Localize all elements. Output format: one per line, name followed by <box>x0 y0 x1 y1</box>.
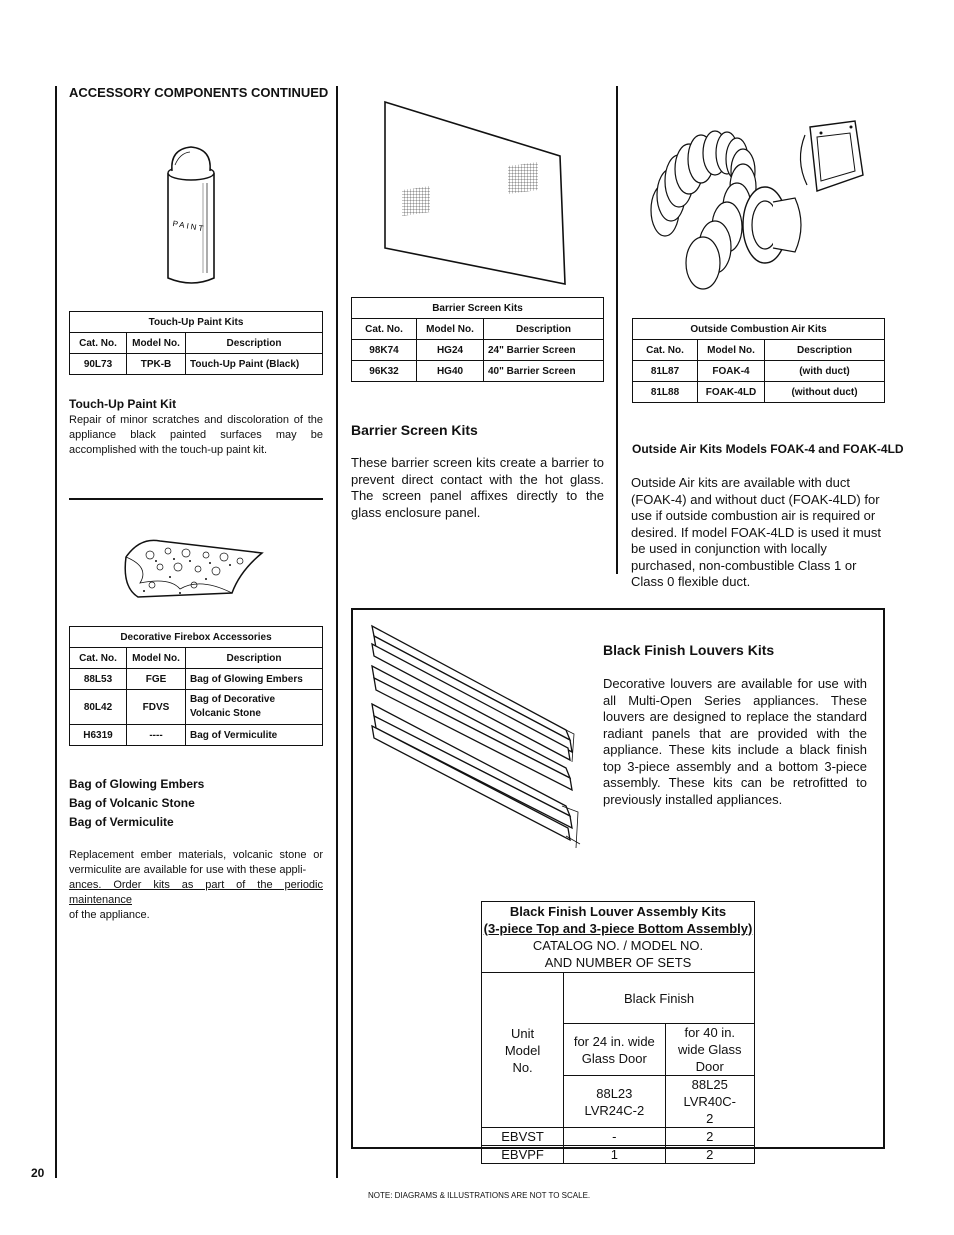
table-cell: 81L88 <box>633 382 698 403</box>
table-row <box>70 669 323 690</box>
barrier-screen-illustration <box>380 98 570 288</box>
louvers-title: Black Finish Louvers Kits <box>603 642 775 658</box>
col-40-codes: 88L25 LVR40C-2 <box>665 1076 755 1128</box>
table-title: Barrier Screen Kits <box>352 298 604 319</box>
table-header: Model No. <box>417 319 484 340</box>
ember-bag-illustration <box>120 527 266 605</box>
louver-table-header <box>482 902 755 973</box>
table-cell: 90L73 <box>70 354 127 375</box>
barrier-text: These barrier screen kits create a barrier to prevent direct contact with the hot glass. The screen panel affixes directly to the glass enclosure panel. <box>351 455 604 520</box>
bag-title-embers: Bag of Glowing Embers <box>69 777 205 791</box>
table-cell: 80L42 <box>70 690 127 725</box>
table-cell: 2 <box>665 1146 755 1164</box>
table-cell: 1 <box>564 1146 665 1164</box>
footer-note: NOTE: DIAGRAMS & ILLUSTRATIONS ARE NOT TO SCALE. <box>368 1191 591 1200</box>
table-row <box>70 354 323 375</box>
table-header: Model No. <box>698 340 765 361</box>
paint-can-illustration <box>160 143 220 291</box>
touchup-paint-table <box>69 311 323 375</box>
table-cell: HG24 <box>417 340 484 361</box>
table-cell: 96K32 <box>352 361 417 382</box>
table-header: Description <box>484 319 604 340</box>
table-cell: 81L87 <box>633 361 698 382</box>
outside-air-kit-illustration <box>645 115 870 295</box>
table-row <box>482 1146 755 1164</box>
col-24-codes: 88L23 LVR24C-2 <box>564 1076 665 1128</box>
louver-table-catalog: CATALOG NO. / MODEL NO. <box>532 938 704 953</box>
table-cell: FDVS <box>127 690 186 725</box>
bag-text-line-b: ances. Order kits as part of the periodic maintenance <box>69 879 323 906</box>
section-heading: ACCESSORY COMPONENTS CONTINUED <box>69 85 329 100</box>
table-header: Cat. No. <box>70 333 127 354</box>
table-cell: 88L53 <box>70 669 127 690</box>
table-cell: EBVPF <box>482 1146 564 1164</box>
table-cell: Touch-Up Paint (Black) <box>186 354 323 375</box>
louver-assembly-illustration <box>366 622 588 854</box>
unit-model-header: Unit Model No. <box>482 973 564 1128</box>
barrier-title: Barrier Screen Kits <box>351 422 478 438</box>
table-header: Model No. <box>127 648 186 669</box>
touchup-title: Touch-Up Paint Kit <box>69 397 177 411</box>
table-cell: Bag of Decorative Volcanic Stone <box>186 690 323 725</box>
bag-title-vermiculite: Bag of Vermiculite <box>69 815 174 829</box>
bag-text <box>69 848 323 923</box>
table-header: Cat. No. <box>70 648 127 669</box>
table-cell: 2 <box>665 1128 755 1146</box>
barrier-screen-table <box>351 297 604 382</box>
table-cell: (with duct) <box>765 361 885 382</box>
table-row <box>633 361 885 382</box>
table-cell: FOAK-4 <box>698 361 765 382</box>
table-header: Description <box>186 648 323 669</box>
table-cell: (without duct) <box>765 382 885 403</box>
section-divider <box>69 498 323 500</box>
air-text: Outside Air kits are available with duct (FOAK-4) and without duct (FOAK-4LD) for use if outside combustion air is required or desired. If model FOAK-4LD is used it must be used in conjunction with locally purchased, non-combustible Class 1 or Class 0 flexible duct. <box>631 475 881 589</box>
table-cell: 24" Barrier Screen <box>484 340 604 361</box>
table-row <box>70 690 323 725</box>
bag-text-line-c: of the appliance. <box>69 909 150 921</box>
table-cell: FGE <box>127 669 186 690</box>
table-cell: TPK-B <box>127 354 186 375</box>
touchup-text: Repair of minor scratches and discoloration of the appliance black painted surfaces may be accomplished with the touch-up paint kit. <box>69 414 323 456</box>
table-title: Outside Combustion Air Kits <box>633 319 885 340</box>
left-margin-rule <box>55 86 57 1178</box>
table-row <box>70 725 323 746</box>
column-rule-2 <box>616 86 618 574</box>
louvers-text: Decorative louvers are available for use with all Multi-Open Series appliances. These louvers are designed to replace the standard radiant panels that are provided with the appliance. These kits include a black finish top 3-piece assembly and a bottom 3-piece assembly. These kits can be retrofitted to previously installed appliances. <box>603 676 867 807</box>
louver-assembly-table <box>481 901 755 1164</box>
table-cell: H6319 <box>70 725 127 746</box>
table-cell: - <box>564 1128 665 1146</box>
table-cell: HG40 <box>417 361 484 382</box>
air-title: Outside Air Kits Models FOAK-4 and FOAK-4LD <box>632 442 904 456</box>
table-title: Decorative Firebox Accessories <box>70 627 323 648</box>
table-header: Cat. No. <box>352 319 417 340</box>
table-cell: FOAK-4LD <box>698 382 765 403</box>
page-number: 20 <box>31 1166 45 1180</box>
table-cell: 40" Barrier Screen <box>484 361 604 382</box>
louver-table-title: Black Finish Louver Assembly Kits <box>509 904 727 919</box>
table-row <box>352 361 604 382</box>
table-header: Description <box>186 333 323 354</box>
bag-text-line-a: Replacement ember materials, volcanic stone or vermiculite are available for use with these appli- <box>69 849 323 876</box>
column-rule-1 <box>336 86 338 1178</box>
bag-title-volcanic: Bag of Volcanic Stone <box>69 796 195 810</box>
louver-table-subtitle: (3-piece Top and 3-piece Bottom Assembly) <box>483 921 753 936</box>
table-header: Description <box>765 340 885 361</box>
col-40-header: for 40 in. wide Glass Door <box>665 1024 755 1076</box>
table-row <box>633 382 885 403</box>
table-row <box>352 340 604 361</box>
col-24-header: for 24 in. wide Glass Door <box>564 1024 665 1076</box>
table-row <box>482 1128 755 1146</box>
louver-table-sets: AND NUMBER OF SETS <box>544 955 692 970</box>
table-cell: 98K74 <box>352 340 417 361</box>
table-cell: Bag of Glowing Embers <box>186 669 323 690</box>
firebox-accessories-table <box>69 626 323 746</box>
table-cell: EBVST <box>482 1128 564 1146</box>
black-finish-header: Black Finish <box>564 973 755 1024</box>
table-title: Touch-Up Paint Kits <box>70 312 323 333</box>
table-cell: Bag of Vermiculite <box>186 725 323 746</box>
paint-label: PAINT <box>171 218 206 234</box>
table-header: Cat. No. <box>633 340 698 361</box>
table-header: Model No. <box>127 333 186 354</box>
table-cell: ---- <box>127 725 186 746</box>
outside-air-table <box>632 318 885 403</box>
